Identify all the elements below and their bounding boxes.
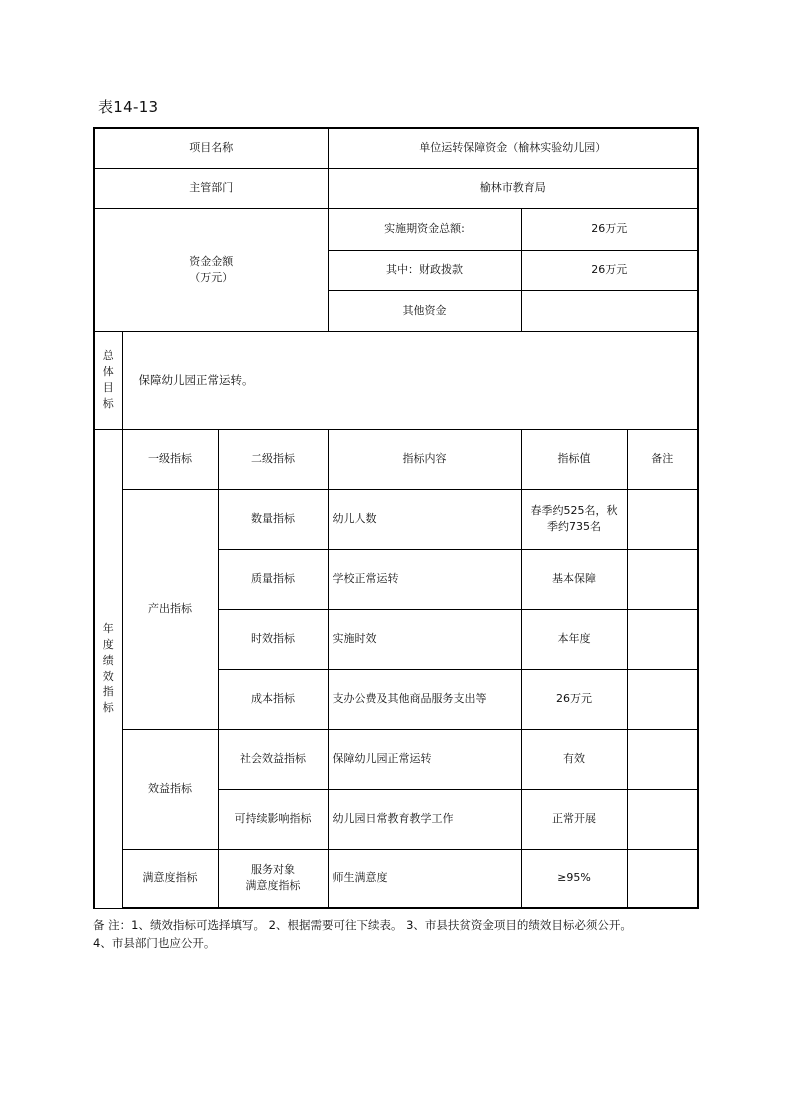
level1-output: 产出指标: [122, 489, 218, 729]
value-cell: 正常开展: [521, 789, 627, 849]
level2-cell: [218, 849, 328, 908]
funds-fiscal-label: 其中：财政拨款: [328, 250, 521, 290]
remark-cell: [627, 789, 698, 849]
table-row: [94, 849, 698, 908]
department-row: [94, 168, 698, 208]
remark-cell: [627, 489, 698, 549]
level1-satisfaction: 满意度指标: [122, 849, 218, 908]
footnote-line2: 4、市县部门也应公开。: [93, 936, 216, 951]
value-cell: ≥95%: [521, 849, 627, 908]
remark-cell: [627, 849, 698, 908]
project-name-label: 项目名称: [94, 128, 328, 168]
level2-cell: 成本指标: [218, 669, 328, 729]
performance-target-table: [93, 127, 699, 909]
overall-goal-row: [94, 331, 698, 429]
value-cell: 有效: [521, 729, 627, 789]
funds-label: 资金金额: [189, 254, 234, 268]
footnote-line1: 备 注：1、绩效指标可选择填写。 2、根据需要可往下续表。 3、市县扶贫资金项目的绩效目标必须公开。: [93, 918, 632, 932]
funds-fiscal-value: 26万元: [521, 250, 698, 290]
content-cell: 学校正常运转: [328, 549, 521, 609]
header-value: 指标值: [521, 429, 627, 489]
content-cell: 幼儿园日常教育教学工作: [328, 789, 521, 849]
remark-cell: [627, 669, 698, 729]
header-level2: 二级指标: [218, 429, 328, 489]
level2-line2: 满意度指标: [245, 879, 301, 893]
header-remark: 备注: [627, 429, 698, 489]
overall-goal-label: 总体目标: [94, 331, 122, 429]
indicator-header-row: [94, 429, 698, 489]
content-cell: 实施时效: [328, 609, 521, 669]
funds-total-row: [94, 208, 698, 250]
department-label: 主管部门: [94, 168, 328, 208]
content-cell: 支办公费及其他商品服务支出等: [328, 669, 521, 729]
remark-cell: [627, 549, 698, 609]
table-number-label: 表14-13: [98, 98, 159, 116]
annual-indicators-label: 年度绩效指标: [94, 429, 122, 908]
funds-total-value: 26万元: [521, 208, 698, 250]
level2-line1: 服务对象: [251, 863, 295, 877]
funds-unit: （万元）: [189, 270, 234, 284]
funds-other-value: [521, 290, 698, 331]
funds-other-label: 其他资金: [328, 290, 521, 331]
project-name-value: 单位运转保障资金（榆林实验幼儿园）: [328, 128, 698, 168]
overall-goal-text: 保障幼儿园正常运转。: [122, 331, 698, 429]
value-cell: 基本保障: [521, 549, 627, 609]
project-name-row: [94, 128, 698, 168]
content-cell: 保障幼儿园正常运转: [328, 729, 521, 789]
department-value: 榆林市教育局: [328, 168, 698, 208]
content-cell: 师生满意度: [328, 849, 521, 908]
level2-cell: 社会效益指标: [218, 729, 328, 789]
value-cell: 26万元: [521, 669, 627, 729]
table-row: [94, 729, 698, 789]
level2-cell: 数量指标: [218, 489, 328, 549]
header-content: 指标内容: [328, 429, 521, 489]
funds-label-cell: [94, 208, 328, 331]
funds-total-label: 实施期资金总额:: [328, 208, 521, 250]
table-row: [94, 489, 698, 549]
value-cell: 本年度: [521, 609, 627, 669]
level2-cell: 质量指标: [218, 549, 328, 609]
header-level1: 一级指标: [122, 429, 218, 489]
content-cell: 幼儿人数: [328, 489, 521, 549]
footnote: [93, 916, 713, 953]
remark-cell: [627, 729, 698, 789]
level2-cell: 可持续影响指标: [218, 789, 328, 849]
value-cell: 春季约525名，秋季约735名: [521, 489, 627, 549]
remark-cell: [627, 609, 698, 669]
level1-benefit: 效益指标: [122, 729, 218, 849]
level2-cell: 时效指标: [218, 609, 328, 669]
